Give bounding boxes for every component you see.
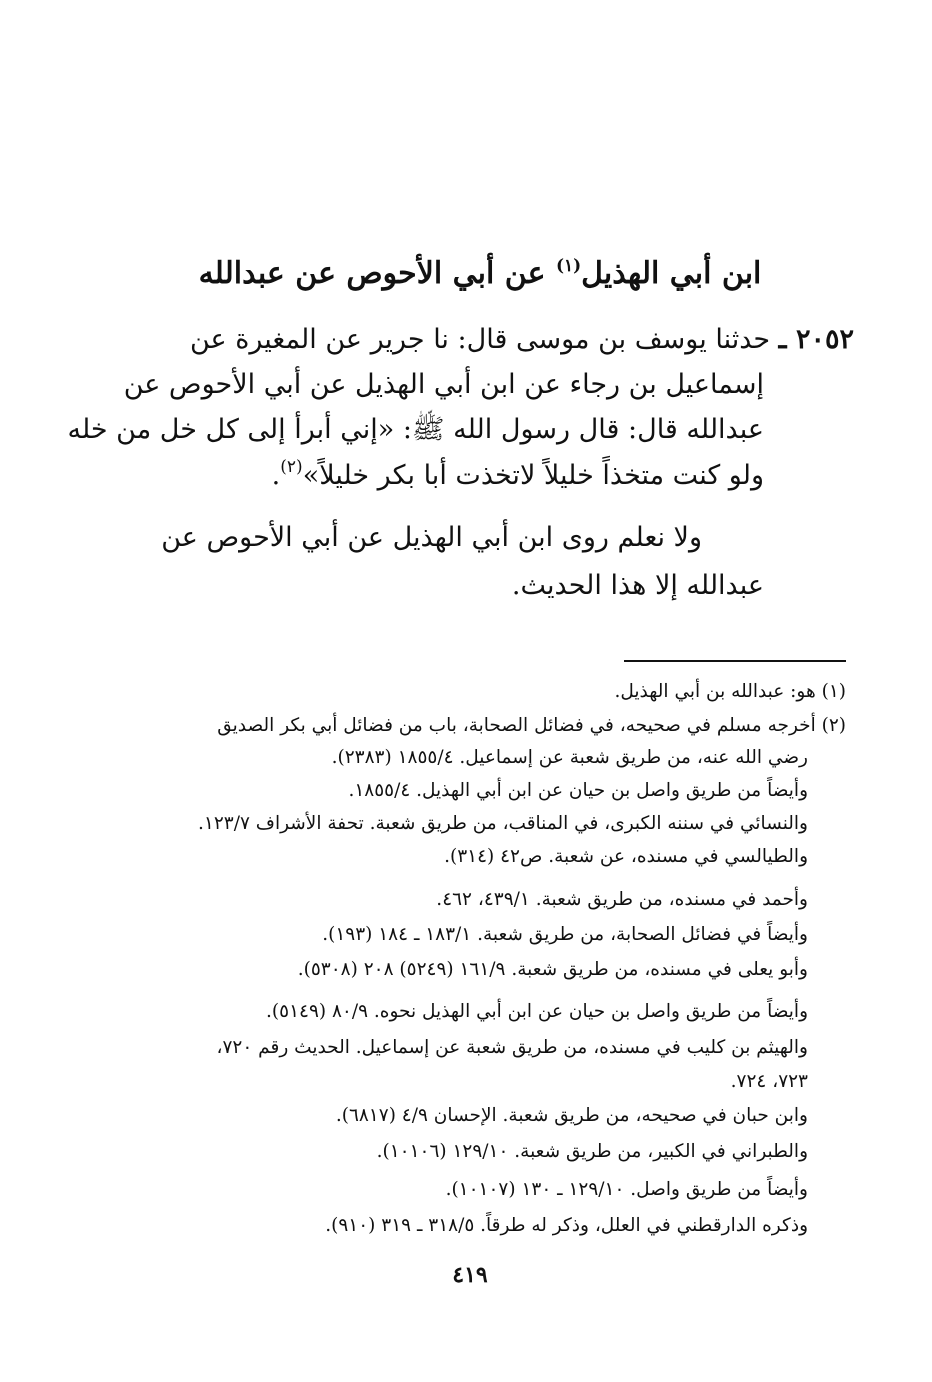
comment-line-2: عبدالله إلا هذا الحديث. [511,570,764,601]
heading-text-end: عن أبي الأحوص عن عبدالله [198,256,556,291]
page-number: ٤١٩ [452,1262,488,1288]
footnote-line: والطبراني في الكبير، من طريق شعبة. ١٢٩/١٠ (١٠١٠٦). [376,1141,808,1162]
hadith-number: ٢٠٥٢ ـ [778,324,854,355]
hadith-line-4-end: . [271,460,281,491]
hadith-line-1 [190,320,854,360]
footnote-line: والطيالسي في مسنده، عن شعبة. ص٤٢ (٣١٤). [444,846,808,867]
footnote-line: وابن حبان في صحيحه، من طريق شعبة. الإحسان ٤/٩ (٦٨١٧). [335,1105,808,1126]
footnote-line: وأيضاً من طريق واصل بن حيان عن ابن أبي الهذيل. ١٨٥٥/٤. [348,780,808,801]
footnote-line: وأيضاً من طريق واصل بن حيان عن ابن أبي الهذيل نحوه. ٨٠/٩ (٥١٤٩). [266,1001,808,1022]
footnote-line: والنسائي في سننه الكبرى، في المناقب، من طريق شعبة. تحفة الأشراف ١٢٣/٧. [198,813,808,834]
heading-footnote-ref[interactable]: (١) [555,256,582,276]
footnote-line: (١) هو: عبدالله بن أبي الهذيل. [614,681,846,702]
chapter-heading [130,252,830,296]
hadith-line-2: إسماعيل بن رجاء عن ابن أبي الهذيل عن أبي الأحوص عن [123,369,764,400]
footnote-separator [624,660,846,662]
footnote-line: رضي الله عنه، من طريق شعبة عن إسماعيل. ١٨٥٥/٤ (٢٣٨٣). [331,747,808,768]
footnote-line: وأيضاً في فضائل الصحابة، من طريق شعبة. ١٨٣/١ ـ ١٨٤ (١٩٣). [322,924,808,945]
footnote-line: وأحمد في مسنده، من طريق شعبة. ٤٣٩/١، ٤٦٢. [436,889,808,910]
footnote-line: وأبو يعلى في مسنده، من طريق شعبة. ١٦١/٩ (٥٢٤٩) ٢٠٨ (٥٣٠٨). [297,959,808,980]
footnote-line: وذكره الدارقطني في العلل، وذكر له طرقاً. ٣١٨/٥ ـ ٣١٩ (٩١٠). [325,1215,808,1236]
comment-line-1: ولا نعلم روى ابن أبي الهذيل عن أبي الأحوص عن [161,522,702,553]
footnote-line: ٧٢٣، ٧٢٤. [730,1071,808,1092]
hadith-line-4-text: ولو كنت متخذاً خليلاً لاتخذت أبا بكر خليلاً» [302,460,764,491]
hadith-footnote-ref[interactable]: (٢) [280,457,303,477]
footnote-line: والهيثم بن كليب في مسنده، من طريق شعبة عن إسماعيل. الحديث رقم ٧٢٠، [216,1037,808,1058]
hadith-line-3: عبدالله قال: قال رسول الله ﷺ: «إني أبرأ إلى كل خل من خله [67,414,764,445]
hadith-line-1-text: حدثنا يوسف بن موسى قال: نا جرير عن المغيرة عن [189,324,779,355]
footnote-line: (٢) أخرجه مسلم في صحيحه، في فضائل الصحابة، باب من فضائل أبي بكر الصديق [217,715,846,736]
heading-text-start: ابن أبي الهذيل [581,256,762,291]
hadith-line-4 [272,456,764,496]
footnote-line: وأيضاً من طريق واصل. ١٢٩/١٠ ـ ١٣٠ (١٠١٠٧). [445,1179,808,1200]
